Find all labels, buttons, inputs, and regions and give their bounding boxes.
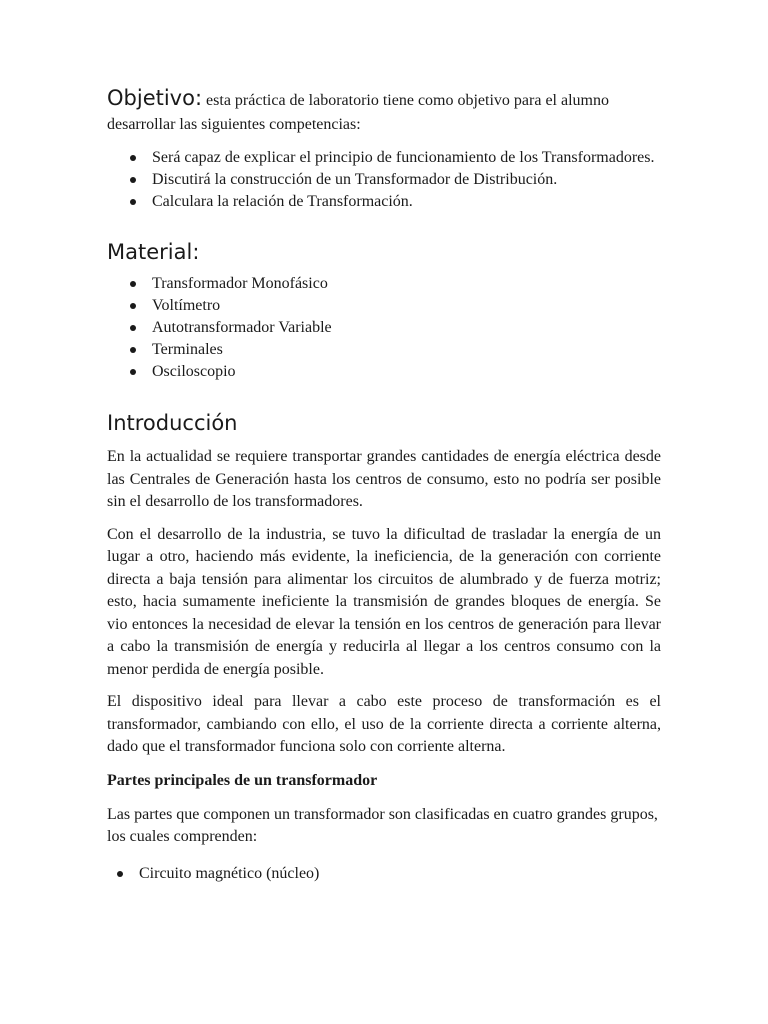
objetivo-item: Calculara la relación de Transformación. [107,191,661,213]
objetivo-list [107,147,661,213]
document-page [107,86,661,885]
introduccion-heading: Introducción [107,411,238,436]
objetivo-heading: Objetivo: [107,86,203,110]
material-heading: Material: [107,240,200,264]
objetivo-paragraph [107,86,661,137]
objetivo-item: Discutirá la construcción de un Transformador de Distribución. [107,169,661,191]
objetivo-text: esta práctica de laboratorio tiene como objetivo para el alumno desarrollar las siguientes competencias: [107,92,609,133]
partes-heading: Partes principales de un transformador [107,771,378,789]
introduccion-paragraph: En la actualidad se requiere transportar grandes cantidades de energía eléctrica desde las Centrales de Generación hasta los centros de consumo, esto no podría ser posible sin el desarrollo de los transformadores. [107,448,661,511]
objetivo-item: Será capaz de explicar el principio de funcionamiento de los Transformadores. [107,147,661,169]
material-item: Osciloscopio [107,361,661,383]
material-item: Voltímetro [107,295,661,317]
material-item: Autotransformador Variable [107,317,661,339]
partes-paragraph: Las partes que componen un transformador son clasificadas en cuatro grandes grupos, los cuales comprenden: [107,805,658,846]
introduccion-paragraph: Con el desarrollo de la industria, se tuvo la dificultad de trasladar la energía de un lugar a otro, haciendo más evidente, la ineficiencia, de la generación con corriente directa a baja tensión para alimentar los circuitos de alumbrado y de fuerza motriz; esto, hacia sumamente ineficiente la transmisión de grandes bloques de energía. Se vio entonces la necesidad de elevar la tensión en los centros de generación para llevar a cabo la transmisión de energía y reducirla al llegar a los centros consumo con la menor perdida de energía posible. [107,525,661,678]
partes-item: Circuito magnético (núcleo) [107,863,661,885]
introduccion-paragraph: El dispositivo ideal para llevar a cabo este proceso de transformación es el transformador, cambiando con ello, el uso de la corriente directa a corriente alterna, dado que el transformador funciona solo con corriente alterna. [107,693,661,756]
material-item: Terminales [107,339,661,361]
material-item: Transformador Monofásico [107,273,661,295]
material-list [107,273,661,383]
partes-list [107,863,661,885]
